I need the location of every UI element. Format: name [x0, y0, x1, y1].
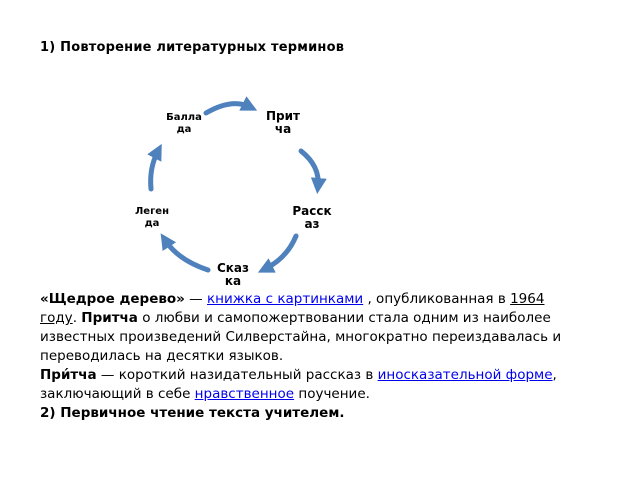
cycle-node-skazka [208, 262, 258, 288]
link-year-1964[interactable]: 1964 году [40, 291, 545, 326]
link-allegorical-form[interactable]: иносказательной форме [377, 367, 553, 383]
lesson-text [40, 290, 580, 423]
cycle-node-rasskaz-line2: аз [304, 217, 320, 231]
text-description: о любви и самопожертвовании стала одним из наиболее известных произведений Силверстайна, многократно переиздавалась и переводилась на десятки языков. [40, 310, 562, 364]
cycle-node-skazka-line2: ка [224, 274, 242, 288]
book-title: «Щедрое дерево» [40, 291, 185, 307]
cycle-node-legenda-line1: Леген [134, 206, 169, 217]
term-pritcha: При́тча [40, 367, 97, 383]
word-pritcha: Притча [81, 310, 138, 326]
cycle-arrow-skazka-to-legenda [165, 240, 208, 270]
paragraph-definition [40, 366, 580, 404]
cycle-node-rasskaz-line1: Расск [292, 204, 332, 218]
cycle-node-rasskaz [284, 205, 340, 231]
cycle-arrow-rasskaz-to-skazka [265, 236, 296, 269]
text-definition-middle: , заключающий в себе [40, 367, 557, 402]
cycle-node-pritcha-line2: ча [274, 122, 292, 136]
text-published: , опубликованная в [363, 291, 511, 307]
text-period: . [72, 310, 82, 326]
text-dash: — [184, 291, 207, 307]
link-moral[interactable]: нравственное [194, 386, 295, 402]
cycle-node-skazka-line1: Сказ [216, 261, 250, 275]
paragraph-book-info [40, 290, 580, 366]
cycle-node-pritcha [258, 110, 308, 136]
cycle-arrow-ballada-to-pritcha [206, 104, 250, 113]
cycle-node-ballada [156, 112, 212, 136]
cycle-arrow-pritcha-to-rasskaz [301, 151, 318, 186]
cycle-node-ballada-line2: да [176, 124, 192, 135]
cycle-node-legenda [124, 206, 180, 230]
cycle-node-pritcha-line1: Прит [266, 109, 300, 123]
cycle-node-legenda-line2: да [144, 218, 160, 229]
section-heading-terms: 1) Повторение литературных терминов [40, 40, 345, 55]
text-definition-start: — короткий назидательный рассказ в [96, 367, 378, 383]
cycle-arrow-legenda-to-ballada [151, 151, 158, 189]
link-picture-book[interactable]: книжка с картинками [206, 291, 364, 307]
section-heading-reading [40, 404, 580, 423]
section2-title: 2) Первичное чтение текста учителем. [40, 405, 345, 421]
text-definition-end: поучение. [294, 386, 370, 402]
cycle-node-ballada-line1: Балла [166, 112, 202, 123]
